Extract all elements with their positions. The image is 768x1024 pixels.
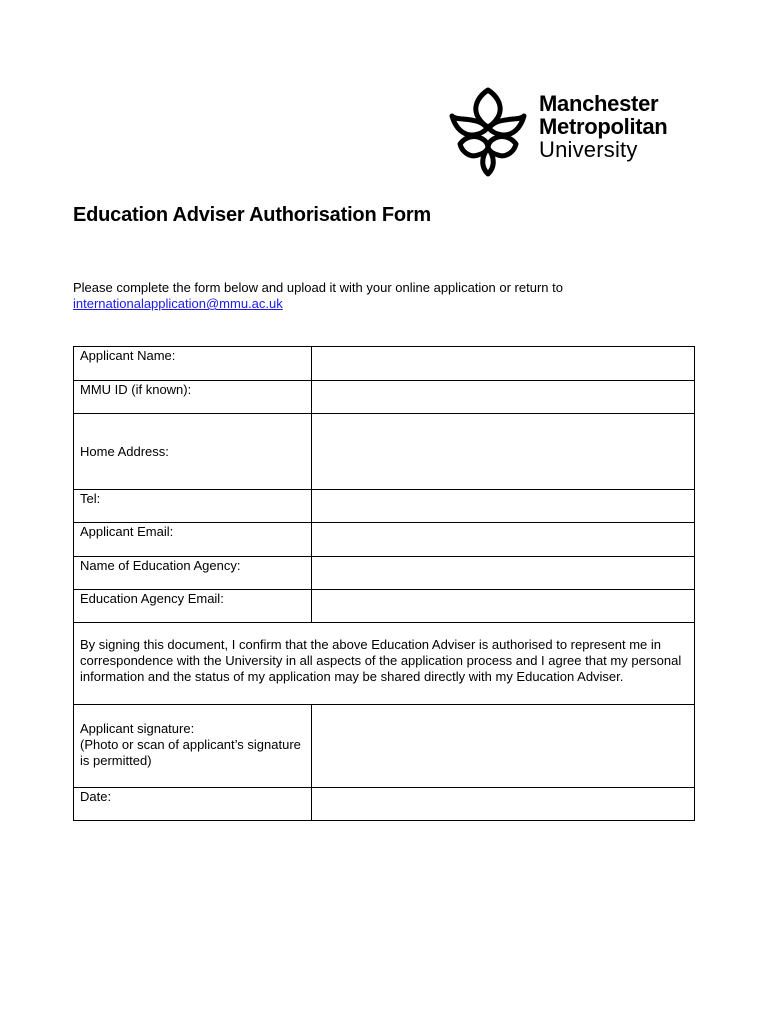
contact-email-link[interactable]: internationalapplication@mmu.ac.uk: [73, 296, 283, 311]
agency-name-label: Name of Education Agency:: [74, 557, 312, 590]
table-row: [74, 623, 695, 705]
applicant-name-label: Applicant Name:: [74, 347, 312, 381]
tel-label: Tel:: [74, 490, 312, 523]
tel-field[interactable]: [312, 490, 695, 523]
logo-line-1: Manchester: [539, 91, 659, 116]
date-field[interactable]: [312, 788, 695, 821]
date-label: Date:: [74, 788, 312, 821]
authorisation-form-table: [73, 346, 695, 821]
intro-paragraph: [73, 280, 693, 312]
applicant-name-field[interactable]: [312, 347, 695, 381]
table-row: [74, 788, 695, 821]
mmu-emblem-icon: [446, 86, 530, 178]
table-row: [74, 347, 695, 381]
consent-statement: By signing this document, I confirm that the above Education Adviser is authorised to represent me in correspondence with the University in all aspects of the application process and I agree that my personal information and the status of my application may be shared directly with my Education Adviser.: [74, 623, 695, 705]
table-row: [74, 557, 695, 590]
agency-email-field[interactable]: [312, 590, 695, 623]
table-row: [74, 705, 695, 788]
signature-label-line-1: Applicant signature:: [80, 721, 195, 736]
logo-wordmark: [539, 92, 667, 161]
intro-text: Please complete the form below and upload it with your online application or return to: [73, 280, 563, 295]
form-title: Education Adviser Authorisation Form: [73, 204, 432, 226]
university-logo: [446, 86, 706, 180]
signature-label: [74, 705, 312, 788]
mmu-id-label: MMU ID (if known):: [74, 381, 312, 414]
signature-label-line-2: (Photo or scan of applicant’s signature: [80, 737, 301, 752]
table-row: [74, 414, 695, 490]
agency-name-field[interactable]: [312, 557, 695, 590]
applicant-email-label: Applicant Email:: [74, 523, 312, 557]
table-row: [74, 523, 695, 557]
signature-label-line-3: is permitted): [80, 753, 152, 768]
logo-line-2: Metropolitan: [539, 114, 668, 139]
mmu-id-field[interactable]: [312, 381, 695, 414]
home-address-label: Home Address:: [74, 414, 312, 490]
table-row: [74, 490, 695, 523]
logo-line-3: University: [539, 137, 638, 162]
table-row: [74, 381, 695, 414]
applicant-email-field[interactable]: [312, 523, 695, 557]
signature-field[interactable]: [312, 705, 695, 788]
table-row: [74, 590, 695, 623]
agency-email-label: Education Agency Email:: [74, 590, 312, 623]
home-address-field[interactable]: [312, 414, 695, 490]
